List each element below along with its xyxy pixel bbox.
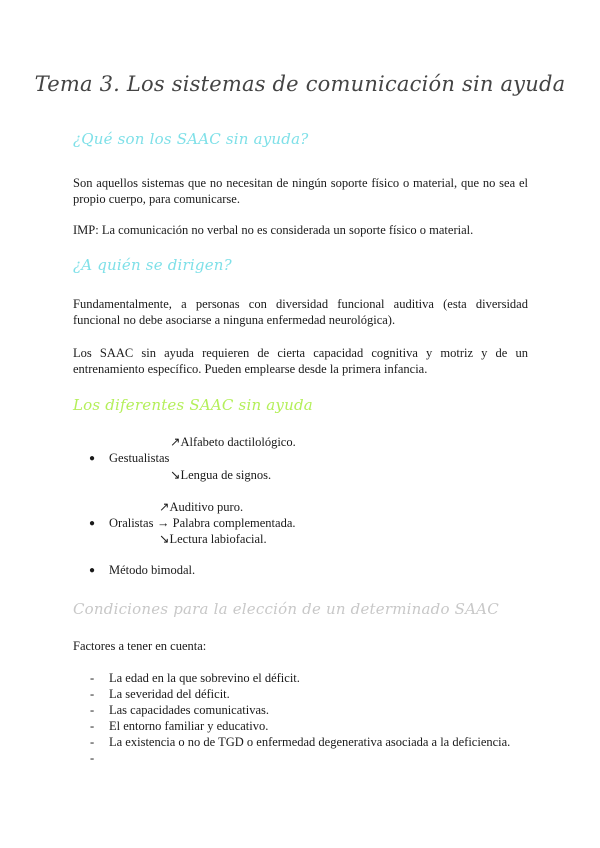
section-heading-diferentes: Los diferentes SAAC sin ayuda <box>73 396 313 414</box>
factores-intro: Factores a tener en cuenta: <box>73 639 207 653</box>
list-item: La severidad del déficit. <box>109 687 230 701</box>
section-heading-que-son: ¿Qué son los SAAC sin ayuda? <box>73 130 309 148</box>
oralistas-label: Oralistas <box>109 516 154 530</box>
list-item: El entorno familiar y educativo. <box>109 719 269 733</box>
bullet-icon: ● <box>89 565 96 576</box>
section-heading-condiciones: Condiciones para la elección de un determinado SAAC <box>73 600 499 618</box>
paragraph-definition: Son aquellos sistemas que no necesitan de ningún soporte físico o material, que no sea el propio cuerpo, para comunicarse. <box>73 176 528 206</box>
oralistas-palabra: → Palabra complementada. <box>157 516 296 530</box>
list-item: Las capacidades comunicativas. <box>109 703 269 717</box>
gestualistas-alfabeto: ↗Alfabeto dactilológico. <box>170 435 296 449</box>
bullet-icon: ● <box>89 453 96 464</box>
paragraph-fundamentalmente: Fundamentalmente, a personas con diversidad funcional auditiva (esta diversidad funcional no debe asociarse a ninguna enfermedad neurológica). <box>73 297 528 327</box>
page-title: Tema 3. Los sistemas de comunicación sin ayuda <box>34 72 566 96</box>
paragraph-requisitos: Los SAAC sin ayuda requieren de cierta capacidad cognitiva y motriz y de un entrenamiento específico. Pueden emplearse desde la primera infancia. <box>73 346 528 376</box>
list-item: La edad en la que sobrevino el déficit. <box>109 671 300 685</box>
bullet-icon: ● <box>89 518 96 529</box>
dash-icon: - <box>90 719 95 733</box>
dash-icon: - <box>90 687 95 701</box>
section-heading-a-quien: ¿A quién se dirigen? <box>73 256 232 274</box>
oralistas-lectura: ↘Lectura labiofacial. <box>159 532 267 546</box>
paragraph-imp-note: IMP: La comunicación no verbal no es considerada un soporte físico o material. <box>73 223 474 237</box>
gestualistas-label: Gestualistas <box>109 451 170 465</box>
oralistas-auditivo: ↗Auditivo puro. <box>159 500 244 514</box>
dash-icon: - <box>90 671 95 685</box>
list-item: La existencia o no de TGD o enfermedad degenerativa asociada a la deficiencia. <box>109 735 511 749</box>
metodo-bimodal: Método bimodal. <box>109 563 196 577</box>
gestualistas-lengua-signos: ↘Lengua de signos. <box>170 468 272 482</box>
dash-icon: - <box>90 735 95 749</box>
dash-icon: - <box>90 751 95 765</box>
dash-icon: - <box>90 703 95 717</box>
